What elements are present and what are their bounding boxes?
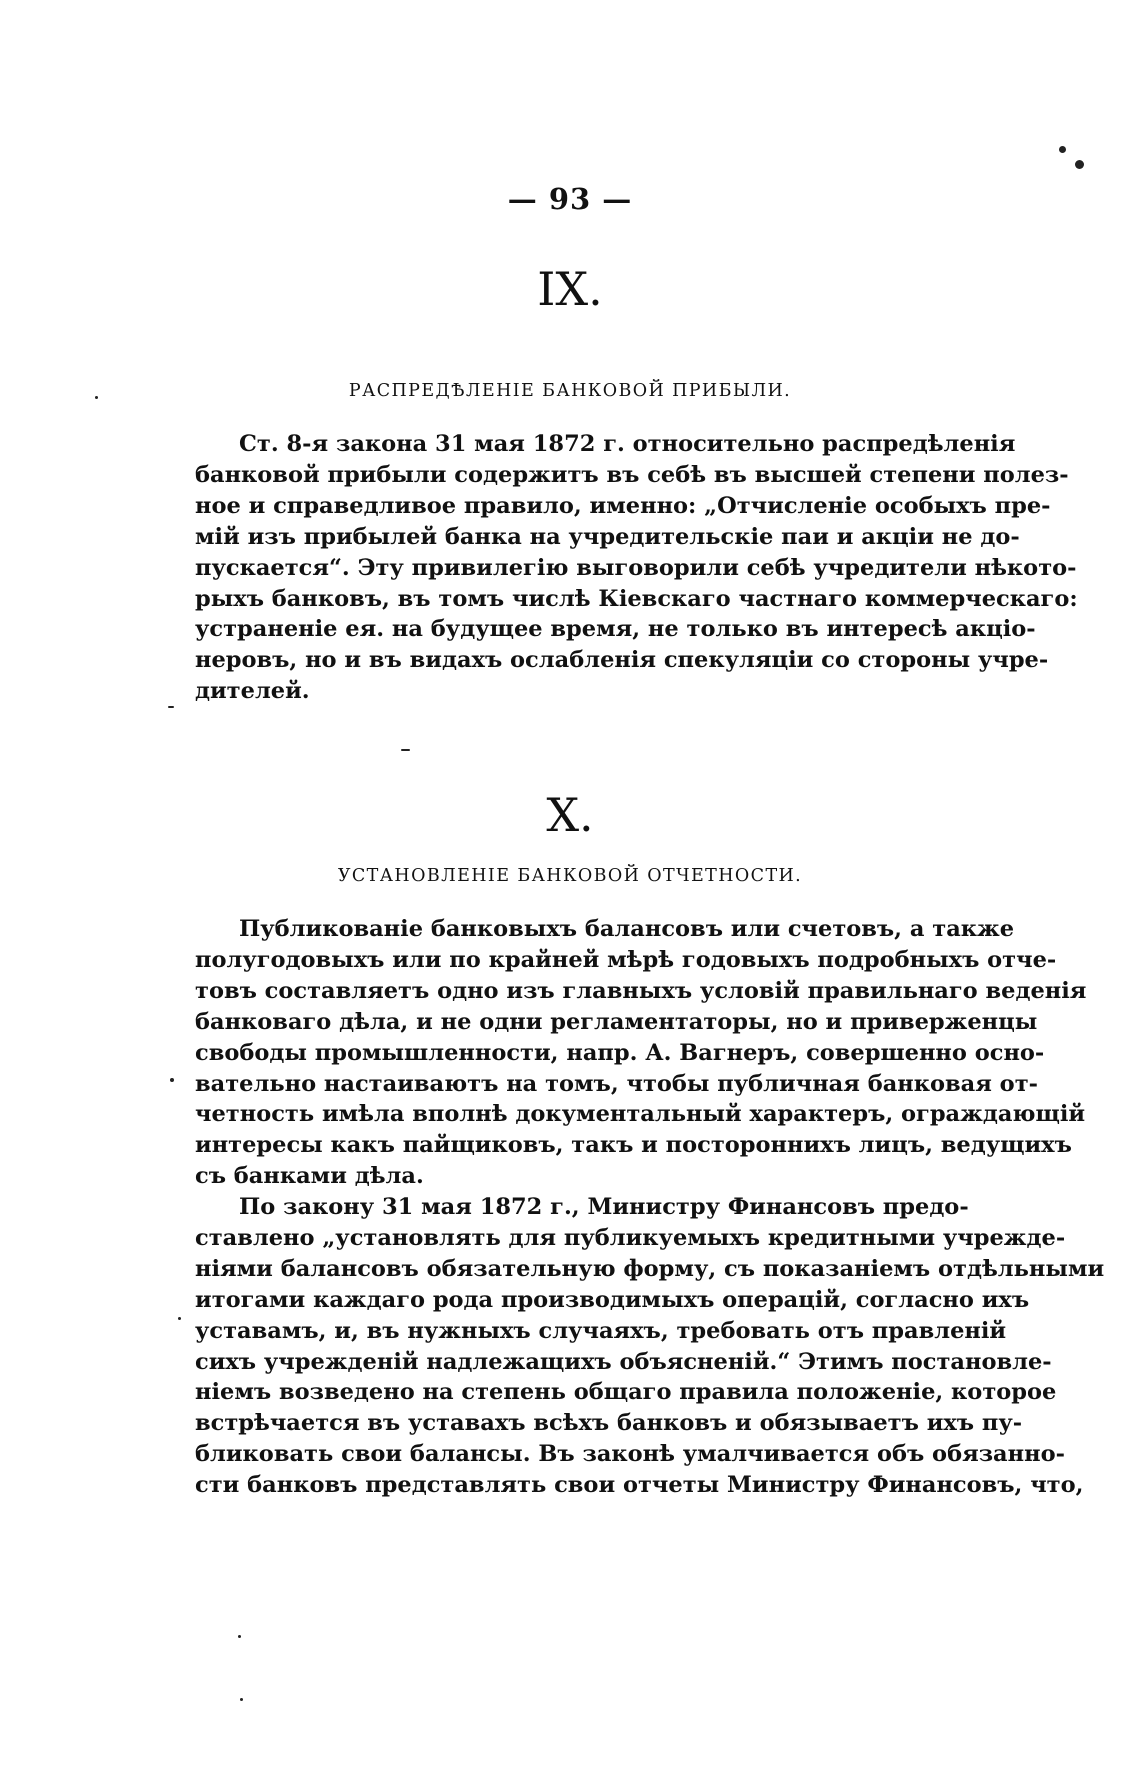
scan-speck xyxy=(95,396,98,399)
text-line: съ банками дѣла. xyxy=(195,1163,424,1190)
text-line: пускается“. Эту привилегію выговорили себѣ учредители нѣкото- xyxy=(195,554,1077,581)
scan-speck xyxy=(1075,160,1084,169)
text-line: бликовать свои балансы. Въ законѣ умалчивается объ обязанно- xyxy=(195,1441,1065,1468)
chapter-numeral-ix: IX. xyxy=(537,262,603,316)
text-line: сихъ учрежденій надлежащихъ объясненій.“ Этимъ постановле- xyxy=(195,1348,1052,1375)
text-line: полугодовыхъ или по крайней мѣрѣ годовыхъ подробныхъ отче- xyxy=(195,946,1057,973)
chapter-numeral-x: X. xyxy=(546,788,594,842)
text-line: итогами каждаго рода производимыхъ операцій, согласно ихъ xyxy=(195,1286,1030,1313)
text-line: устраненіе ея. на будущее время, не только въ интересѣ акціо- xyxy=(195,616,1036,643)
scan-speck xyxy=(238,1635,241,1638)
text-line: банковой прибыли содержитъ въ себѣ въ высшей степени полез- xyxy=(195,461,1069,488)
text-line: сти банковъ представлять свои отчеты Министру Финансовъ, что, xyxy=(195,1472,1084,1499)
scan-speck xyxy=(178,1317,181,1320)
text-line: мій изъ прибылей банка на учредительскіе паи и акціи не до- xyxy=(195,523,1020,550)
text-line: дителей. xyxy=(195,678,310,705)
text-line: ставлено „установлять для публикуемыхъ кредитными учрежде- xyxy=(195,1224,1066,1251)
text-line: банковаго дѣла, и не одни регламентаторы, но и приверженцы xyxy=(195,1008,1038,1035)
text-line: уставамъ, и, въ нужныхъ случаяхъ, требовать отъ правленій xyxy=(195,1317,1007,1344)
text-line: ніемъ возведено на степень общаго правила положеніе, которое xyxy=(195,1379,1057,1406)
text-line: рыхъ банковъ, въ томъ числѣ Кіевскаго частнаго коммерческаго: xyxy=(195,585,1078,612)
scan-speck xyxy=(170,1078,174,1082)
text-line: ное и справедливое правило, именно: „Отчисленіе особыхъ пре- xyxy=(195,492,1051,519)
text-line: интересы какъ пайщиковъ, такъ и постороннихъ лицъ, ведущихъ xyxy=(195,1132,1072,1159)
scan-speck xyxy=(1059,146,1066,153)
chapter-title-ix: РАСПРЕДѢЛЕНІЕ БАНКОВОЙ ПРИБЫЛИ. xyxy=(348,381,792,401)
text-line: встрѣчается въ уставахъ всѣхъ банковъ и обязываетъ ихъ пу- xyxy=(195,1410,1023,1437)
text-line: свободы промышленности, напр. А. Вагнеръ, совершенно осно- xyxy=(195,1039,1045,1066)
text-line: неровъ, но и въ видахъ ослабленія спекуляціи со стороны учре- xyxy=(195,647,1049,674)
paragraph-x-2 xyxy=(195,1192,1105,1501)
text-line: ніями балансовъ обязательную форму, съ показаніемъ отдѣльными xyxy=(195,1255,1105,1282)
text-line: Публикованіе банковыхъ балансовъ или счетовъ, а также xyxy=(239,916,1015,942)
text-line: товъ составляетъ одно изъ главныхъ условій правильнаго веденія xyxy=(195,977,1087,1004)
scan-speck xyxy=(240,1698,243,1701)
paragraph-ix-1 xyxy=(195,429,1078,707)
paragraph-x-1 xyxy=(195,914,1087,1192)
scan-speck xyxy=(401,749,410,751)
chapter-title-x: УСТАНОВЛЕНІЕ БАНКОВОЙ ОТЧЕТНОСТИ. xyxy=(337,866,803,886)
scan-speck xyxy=(168,706,174,708)
text-line: вательно настаиваютъ на томъ, чтобы публичная банковая от- xyxy=(195,1070,1038,1097)
text-line: По закону 31 мая 1872 г., Министру Финансовъ предо- xyxy=(239,1194,969,1220)
page-number: — 93 — xyxy=(507,182,633,216)
text-line: четность имѣла вполнѣ документальный характеръ, ограждающій xyxy=(195,1101,1086,1128)
text-line: Ст. 8-я закона 31 мая 1872 г. относительно распредѣленія xyxy=(239,431,1016,457)
